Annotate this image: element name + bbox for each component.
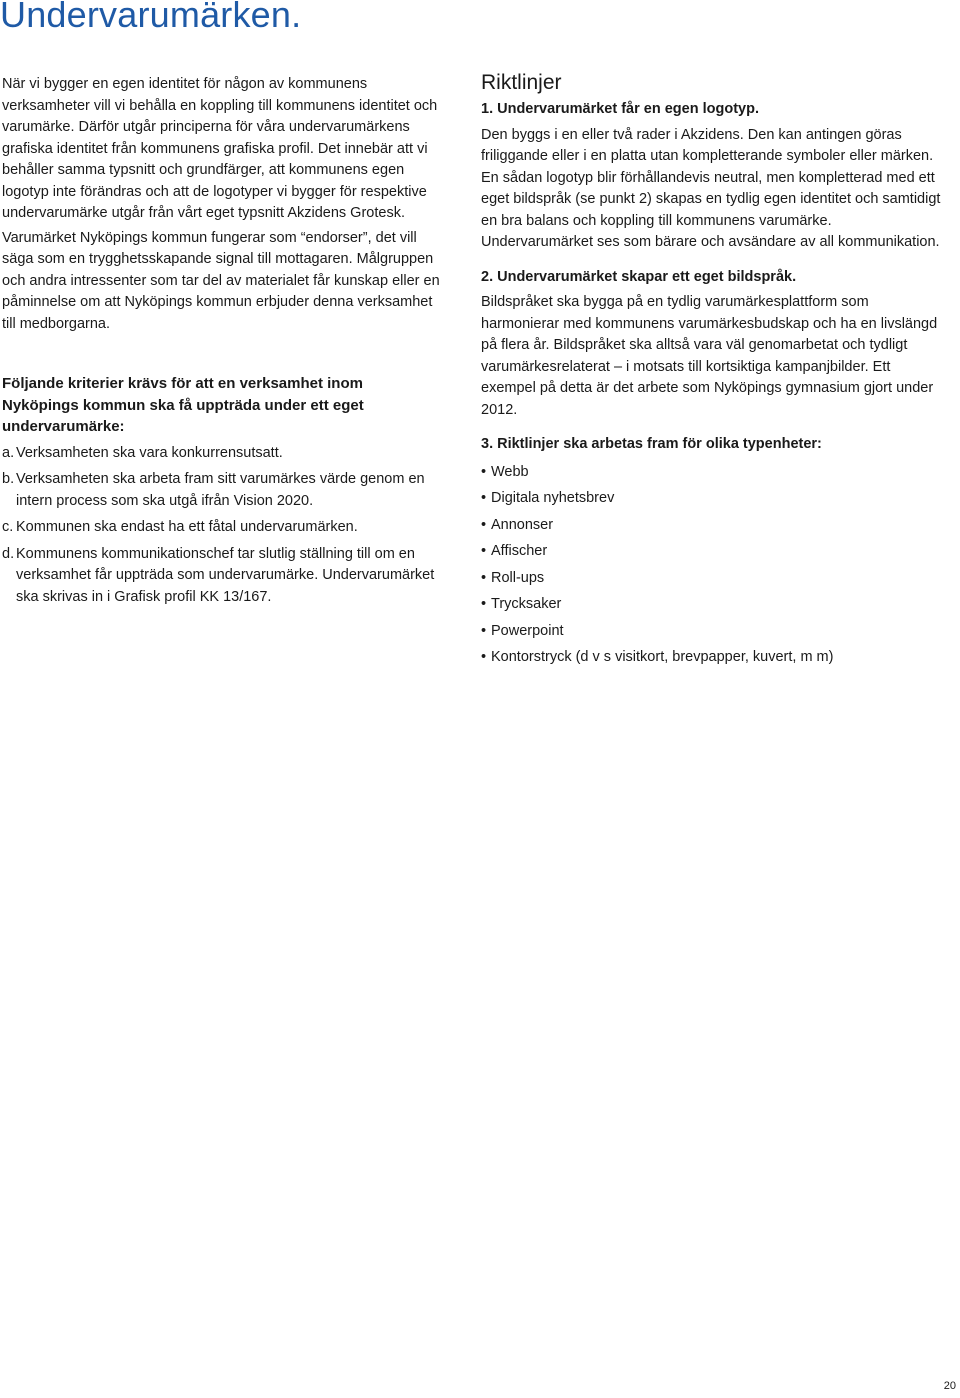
section-title-guidelines: Riktlinjer <box>481 71 562 94</box>
bullet-icon: • <box>481 622 487 639</box>
list-item-label: Digitala nyhetsbrev <box>491 490 615 506</box>
intro-paragraph-2: Varumärket Nyköpings kommun fungerar som “endorser”, det vill säga som en trygghetsskapande signal till mottagaren. Målgruppen och andra intressenter som tar del av materialet får kunskap eller en påminnelse om att Nyköpings kommun erbjuder denna verksamhet till medborgarna. <box>2 229 440 332</box>
list-item <box>481 594 941 616</box>
list-item-label: Roll-ups <box>491 569 545 586</box>
bullet-icon: • <box>481 543 487 559</box>
page-number: 20 <box>943 1380 956 1392</box>
list-item <box>481 515 941 537</box>
bullet-icon: • <box>481 463 487 480</box>
list-item <box>481 621 941 643</box>
bullet-icon: • <box>481 490 487 506</box>
bullet-icon: • <box>481 569 487 586</box>
criteria-text: Verksamheten ska arbeta fram sitt varumärkes värde genom en intern process som ska utgå ifrån Vision 2020. <box>16 471 425 509</box>
page-title: Undervarumärken. <box>0 0 302 35</box>
bullet-icon: • <box>481 596 487 612</box>
intro-paragraph-1: När vi bygger en egen identitet för någon av kommunens verksamheter vill vi behålla en koppling till kommunens identitet och varumärke. Därför utgår principerna för våra undervarumärkens grafiska identitet från kommunens grafiska profil. Det innebär att vi behåller samma typsnitt och grundfärger, att kommunens egen logotyp inte förändras och att de logotyper vi bygger för respektive undervarumärke utgår från vårt eget typsnitt Akzidens Grotesk. <box>2 76 438 221</box>
right-column <box>481 68 941 674</box>
criteria-heading: Följande kriterier krävs för att en verksamhet inom Nyköpings kommun ska få uppträda under ett eget undervarumärke: <box>2 375 364 435</box>
left-column <box>2 74 442 613</box>
criteria-letter: c. <box>2 519 14 535</box>
list-item-label: Powerpoint <box>491 622 564 639</box>
list-item <box>481 568 941 590</box>
criteria-text: Verksamheten ska vara konkurrensutsatt. <box>16 444 283 461</box>
list-item-label: Kontorstryck (d v s visitkort, brevpapper, kuvert, m m) <box>491 649 834 665</box>
guideline-2-body: Bildspråket ska bygga på en tydlig varumärkesplattform som harmonierar med kommunens varumärkesbudskap och ha en livslängd på flera år. Bildspråket ska alltså vara väl genomarbetat och tydligt varumärkesrelaterat – i motsats till kortsiktiga kampanjbilder. Ett exempel på detta är det arbete som Nyköpings gymnasium gjort under 2012. <box>481 294 938 418</box>
guideline-1-body: Den byggs i en eller två rader i Akzidens. Den kan antingen göras friliggande eller i en platta utan kompletterande symboler eller märken. En sådan logotyp blir förhållandevis neutral, men kompletterad med ett eget bildspråk (se punkt 2) skapas en tydlig egen identitet och samtidigt en bra balans och koppling till kommunens varumärke. Undervarumärket ses som bärare och avsändare av all kommunikation. <box>481 126 941 250</box>
bullet-icon: • <box>481 649 487 665</box>
list-item-label: Webb <box>491 463 529 480</box>
list-item <box>481 488 941 510</box>
guideline-3-heading: 3. Riktlinjer ska arbetas fram för olika typenheter: <box>481 436 822 452</box>
list-item-label: Trycksaker <box>491 596 562 612</box>
guideline-1-heading: 1. Undervarumärket får en egen logotyp. <box>481 101 759 117</box>
criteria-letter: a. <box>2 444 15 461</box>
list-item <box>481 462 941 484</box>
criteria-letter: b. <box>2 471 15 487</box>
criteria-item-a <box>2 443 442 465</box>
list-item <box>481 647 941 669</box>
criteria-item-b <box>2 469 442 512</box>
list-item <box>481 541 941 563</box>
media-type-list <box>481 462 941 669</box>
criteria-list <box>2 443 442 609</box>
criteria-text: Kommunen ska endast ha ett fåtal undervarumärken. <box>16 519 358 535</box>
list-item-label: Annonser <box>491 516 554 533</box>
criteria-item-d <box>2 544 442 609</box>
guideline-2-heading: 2. Undervarumärket skapar ett eget bildspråk. <box>481 268 797 285</box>
bullet-icon: • <box>481 516 487 533</box>
criteria-text: Kommunens kommunikationschef tar slutlig ställning till om en verksamhet får uppträda som undervarumärke. Undervarumärket ska skrivas in i Grafisk profil KK 13/167. <box>16 545 435 605</box>
criteria-letter: d. <box>2 545 15 562</box>
list-item-label: Affischer <box>491 543 548 559</box>
criteria-item-c <box>2 517 442 539</box>
